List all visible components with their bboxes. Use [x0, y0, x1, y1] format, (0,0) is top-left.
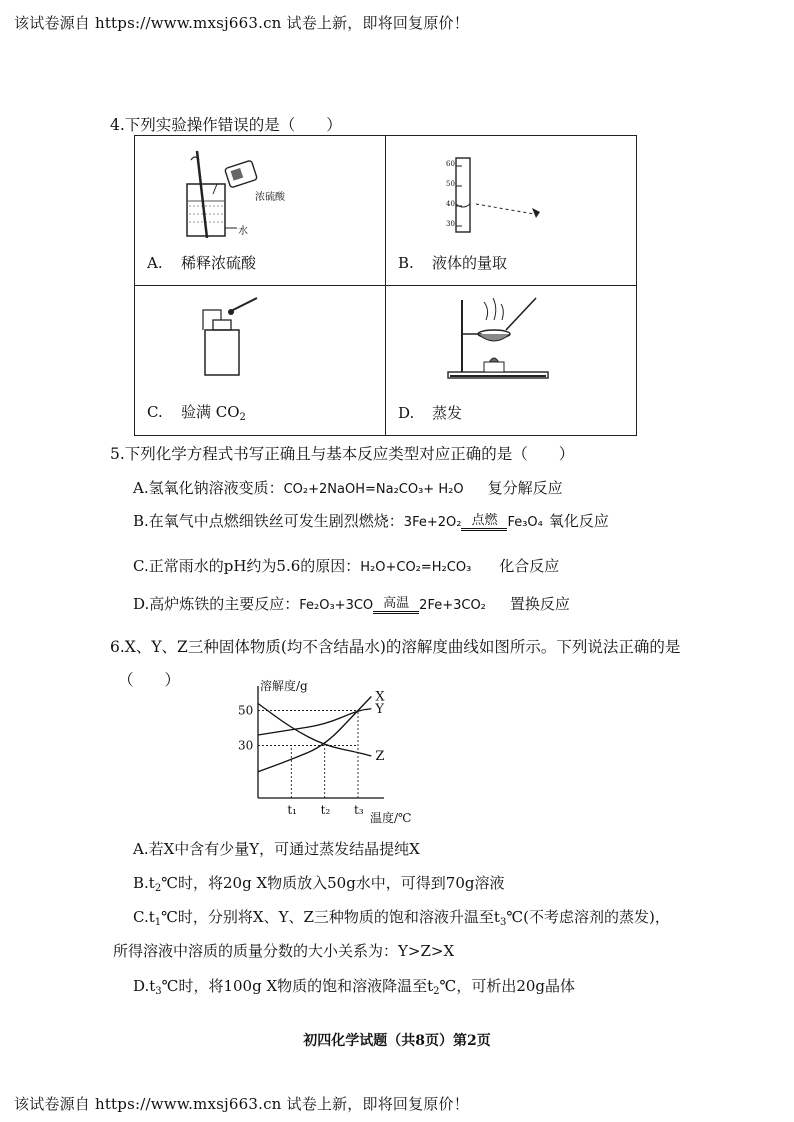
x-axis-label: 温度/℃: [370, 811, 412, 825]
option-text: B.t: [133, 874, 155, 892]
reaction-condition: 点燃: [461, 514, 507, 531]
option-letter: C.: [147, 403, 163, 421]
reaction-type: 置换反应: [509, 595, 570, 613]
y-tick-label: 50: [238, 703, 254, 718]
y-tick-label: 30: [238, 738, 254, 753]
q5-stem: 5.下列化学方程式书写正确且与基本反应类型对应正确的是（ ）: [110, 445, 575, 463]
option-text: C.正常雨水的pH约为5.6的原因：: [133, 557, 361, 575]
q4-stem: 4.下列实验操作错误的是（ ）: [110, 116, 342, 134]
x-tick-label: t₁: [287, 803, 297, 817]
cylinder-ticks: [446, 154, 455, 234]
q6-paren: （ ）: [118, 671, 181, 689]
option-text: 液体的量取: [432, 254, 508, 272]
q6-option-b[interactable]: [133, 872, 505, 894]
equation-right: Fe₃O₄: [507, 515, 543, 530]
equation-left: Fe₂O₃+3CO: [299, 598, 374, 613]
subscript: 2: [433, 986, 440, 997]
option-text: 稀释浓硫酸: [181, 254, 257, 272]
x-tick-label: t₃: [354, 803, 364, 817]
option-letter: D.: [398, 404, 415, 422]
equation-right: 2Fe+3CO₂: [419, 598, 486, 613]
option-text: D.t: [133, 977, 156, 995]
option-text: 验满 CO: [181, 403, 240, 421]
option-letter: B.: [398, 254, 414, 272]
q4-option-b-label: [398, 252, 507, 273]
equation-left: 3Fe+2O₂: [403, 515, 462, 530]
water-label: 水: [238, 226, 248, 237]
option-text: B.在氧气中点燃细铁丝可发生剧烈燃烧：: [133, 512, 404, 530]
reaction-type: 氧化反应: [548, 512, 609, 530]
page-footer: 初四化学试题（共8页）第2页: [303, 1033, 491, 1049]
q5-option-a[interactable]: [133, 477, 563, 498]
q6-option-c[interactable]: [133, 906, 670, 928]
evaporation-figure: [436, 290, 566, 382]
equation: CO₂+2NaOH=Na₂CO₃+ H₂O: [283, 482, 464, 497]
option-subscript: 2: [239, 412, 246, 423]
series-z-curve: [258, 704, 371, 757]
tick-label: 40: [446, 200, 455, 208]
q4-option-a[interactable]: [135, 136, 386, 286]
q4-option-d-label: [398, 402, 462, 423]
subscript: 3: [499, 917, 507, 928]
tick-label: 60: [446, 160, 455, 168]
gas-bottle-figure: [195, 300, 285, 380]
watermark-bottom: 该试卷源自 https://www.mxsj663.cn 试卷上新，即将回复原价！: [14, 1095, 469, 1113]
option-text: ℃时，分别将X、Y、Z三种物质的饱和溶液升温至t: [161, 908, 500, 926]
option-text: ℃(不考虑溶剂的蒸发)，: [506, 908, 670, 926]
reaction-type: 复分解反应: [487, 479, 563, 497]
reaction-type: 化合反应: [499, 557, 560, 575]
series-x-label: X: [375, 689, 385, 705]
watermark-top: 该试卷源自 https://www.mxsj663.cn 试卷上新，即将回复原价！: [14, 14, 469, 32]
series-x-curve: [258, 697, 371, 772]
q4-option-a-label: [147, 252, 256, 273]
option-text: A.氢氧化钠溶液变质：: [133, 479, 284, 497]
q6-stem: 6.X、Y、Z三种固体物质(均不含结晶水)的溶解度曲线如图所示。下列说法正确的是: [110, 638, 681, 656]
option-text: ℃，可析出20g晶体: [439, 977, 576, 995]
option-text: C.t: [133, 908, 155, 926]
q4-option-c[interactable]: [135, 286, 386, 436]
tick-label: 30: [446, 220, 455, 228]
q6-option-d[interactable]: [133, 975, 575, 997]
option-text: 蒸发: [432, 404, 463, 422]
option-letter: A.: [147, 254, 163, 272]
q4-options-grid: [134, 135, 637, 436]
q4-option-c-label: [147, 401, 246, 423]
y-axis-label: 溶解度/g: [260, 679, 308, 693]
q5-option-c[interactable]: [133, 555, 559, 576]
q6-option-a[interactable]: A.若X中含有少量Y，可通过蒸发结晶提纯X: [133, 840, 420, 858]
option-text: D.高炉炼铁的主要反应：: [133, 595, 300, 613]
option-text: ℃时，将20g X物质放入50g水中，可得到70g溶液: [161, 874, 505, 892]
series-y-curve: [258, 709, 371, 735]
option-text: ℃时，将100g X物质的饱和溶液降温至t: [161, 977, 434, 995]
reaction-condition: 高温: [373, 597, 419, 614]
subscript: 1: [154, 917, 162, 928]
q6-option-c-line2: 所得溶液中溶质的质量分数的大小关系为：Y>Z>X: [113, 942, 455, 960]
q5-option-d[interactable]: [133, 593, 570, 614]
q5-option-b[interactable]: [133, 510, 609, 531]
solubility-chart: [228, 676, 412, 826]
subscript: 3: [155, 986, 162, 997]
tick-label: 50: [446, 180, 455, 188]
equation: H₂O+CO₂=H₂CO₃: [360, 560, 472, 575]
x-tick-label: t₂: [320, 803, 331, 817]
q4-option-b[interactable]: [386, 136, 637, 286]
q4-option-d[interactable]: [386, 286, 637, 436]
acid-label: 浓硫酸: [255, 192, 285, 203]
series-z-label: Z: [375, 749, 385, 764]
subscript: 2: [154, 883, 162, 894]
series-y-label: Y: [375, 701, 384, 717]
